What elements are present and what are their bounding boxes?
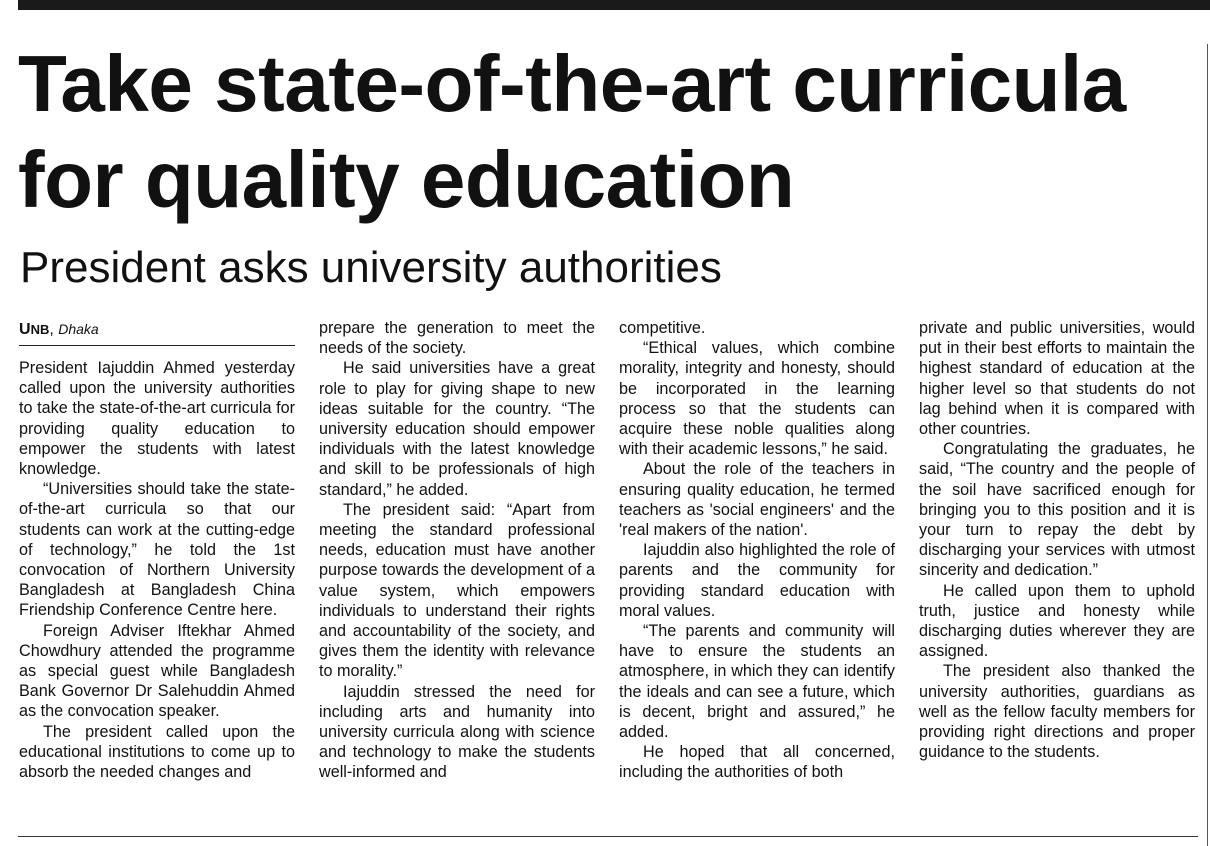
bottom-rule: [18, 836, 1198, 837]
paragraph: “Universities should take the state-of-the-art curricula so that our students can work at the cutting-edge of technology,” he told the 1st convocation of Northern University Bangladesh at Bangladesh China Friendship Conference Centre here.: [19, 480, 295, 620]
byline-rule: [19, 345, 295, 346]
article-column-1: [19, 318, 295, 782]
paragraph: Congratulating the graduates, he said, “The country and the people of the soil have sacrificed enough for bringing you to this position and it is your turn to repay the debt by discharging your services with utmost sincerity and dedication.”: [919, 440, 1195, 580]
paragraph: The president also thanked the university authorities, guardians as well as the fellow faculty members for providing right directions and proper guidance to the students.: [919, 662, 1195, 762]
paragraph: He hoped that all concerned, including the authorities of both: [619, 743, 895, 782]
paragraph: He called upon them to uphold truth, justice and honesty while discharging duties wherever they are assigned.: [919, 581, 1195, 661]
paragraph: private and public universities, would put in their best efforts to maintain the highest standard of education at the higher level so that students do not lag behind when it is compared with other countries.: [919, 319, 1195, 439]
byline-agency: UNB: [19, 321, 50, 338]
page-edge: [1207, 44, 1208, 846]
paragraph: Iajuddin also highlighted the role of parents and the community for providing standard education with moral values.: [619, 541, 895, 620]
byline: UNB, Dhaka: [19, 321, 99, 338]
paragraph: Foreign Adviser Iftekhar Ahmed Chowdhury attended the programme as special guest while Bangladesh Bank Governor Dr Salehuddin Ahmed as the convocation speaker.: [19, 621, 295, 721]
subheadline: President asks university authorities: [20, 243, 722, 292]
paragraph: Iajuddin stressed the need for including arts and humanity into university curricula along with science and technology to make the students well-informed and: [319, 682, 595, 782]
paragraph: President Iajuddin Ahmed yesterday called upon the university authorities to take the state-of-the-art curricula for providing quality education to empower the students with latest knowledge.: [19, 359, 295, 479]
byline-location: Dhaka: [58, 321, 99, 337]
paragraph: The president called upon the educational institutions to come up to absorb the needed changes and: [19, 722, 295, 782]
article-column-3: [619, 318, 895, 783]
headline: Take state-of-the-art curricula for quality education: [18, 39, 1126, 224]
paragraph: “The parents and community will have to ensure the students an atmosphere, in which they can identify the ideals and can see a future, which is decent, bright and assured,” he added.: [619, 622, 895, 742]
paragraph: competitive.: [619, 319, 706, 337]
top-rule: [18, 0, 1210, 10]
article-column-2: [319, 318, 595, 783]
paragraph: About the role of the teachers in ensuring quality education, he termed teachers as 'social engineers' and the 'real makers of the nation'.: [619, 460, 895, 540]
paragraph: He said universities have a great role to play for giving shape to new ideas suitable for the country. “The university education should empower individuals with the latest knowledge and skill to be professionals of high standard,” he added.: [319, 359, 595, 499]
paragraph: prepare the generation to meet the needs of the society.: [319, 319, 595, 358]
paragraph: “Ethical values, which combine morality, integrity and honesty, should be incorporated in the learning process so that the students can acquire these noble qualities along with their academic lessons,” he said.: [619, 339, 895, 459]
article-column-4: [919, 318, 1195, 762]
paragraph: The president said: “Apart from meeting the standard professional needs, education must have another purpose towards the development of a value system, which empowers individuals to understand their rights and accountability of the society, and gives them the identity with relevance to morality.”: [319, 500, 595, 681]
